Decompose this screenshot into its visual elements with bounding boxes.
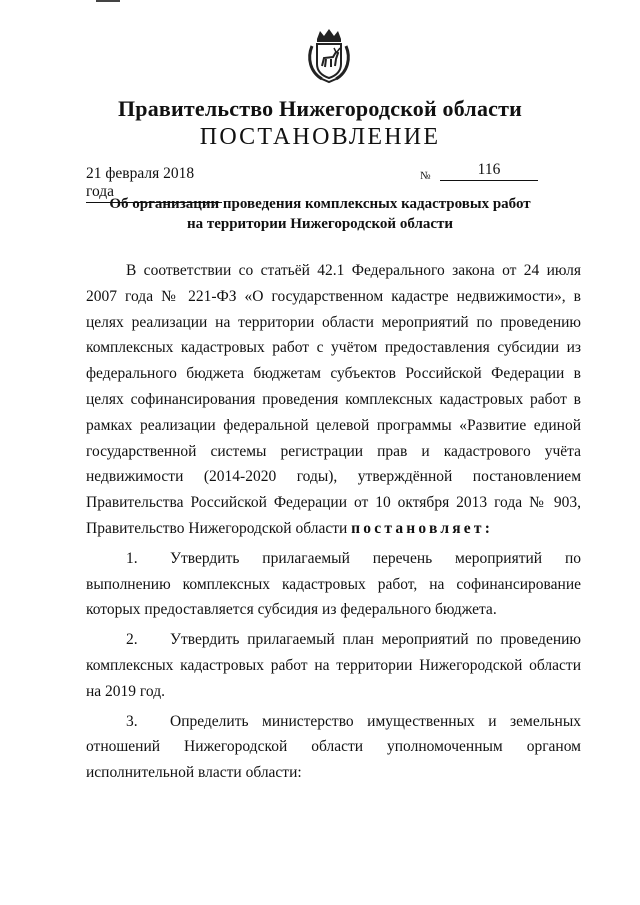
scan-mark bbox=[96, 0, 120, 2]
title-line-2: на территории Нижегородской области bbox=[186, 216, 454, 232]
number-label: № bbox=[420, 170, 431, 182]
document-title bbox=[0, 194, 640, 234]
list-item bbox=[86, 709, 581, 786]
decree-keyword: постановляет: bbox=[351, 519, 494, 537]
preamble-paragraph bbox=[86, 258, 581, 542]
preamble-text: В соответствии со статьёй 42.1 Федерального закона от 24 июля 2007 года № 221-ФЗ «О государственном кадастре недвижимости», в целях реализации на территории области мероприятий по проведению комплексных кадастровых работ с учётом предоставления субсидии из федерального бюджета бюджетам субъектов Российской Федерации в целях софинансирования проведения комплексных кадастровых работ в рамках реализации федеральной целевой программы «Развитие единой государственной системы регистрации прав и кадастрового учёта недвижимости (2014-2020 годы), утверждённой постановлением Правительства Российской Федерации от 10 октября 2013 года № 903, bbox=[86, 262, 581, 512]
list-item bbox=[86, 546, 581, 623]
document-body bbox=[86, 258, 581, 786]
item-text: Утвердить прилагаемый перечень мероприятий по выполнению комплексных кадастровых работ, на софинансирование которых предоставляется субсидия из федерального бюджета. bbox=[86, 549, 581, 619]
document-number: 116 bbox=[440, 161, 538, 181]
item-text: Утвердить прилагаемый план мероприятий по проведению комплексных кадастровых работ на территории Нижегородской области на 2019 год. bbox=[86, 631, 581, 700]
item-text: Определить министерство имущественных и земельных отношений Нижегородской области уполномоченным органом исполнительной власти области: bbox=[86, 712, 581, 782]
list-item bbox=[86, 627, 581, 704]
preamble-closing: Правительство Нижегородской области bbox=[86, 519, 352, 537]
coat-of-arms-icon bbox=[300, 26, 358, 84]
item-number: 3. bbox=[126, 712, 138, 730]
title-line-1: Об организации проведения комплексных кадастровых работ bbox=[109, 196, 531, 212]
document-date: 21 февраля 2018 года bbox=[86, 165, 222, 203]
item-number: 2. bbox=[126, 631, 138, 649]
document-type: ПОСТАНОВЛЕНИЕ bbox=[199, 124, 441, 150]
item-number: 1. bbox=[126, 549, 138, 567]
organization-name: Правительство Нижегородской области bbox=[117, 96, 522, 121]
